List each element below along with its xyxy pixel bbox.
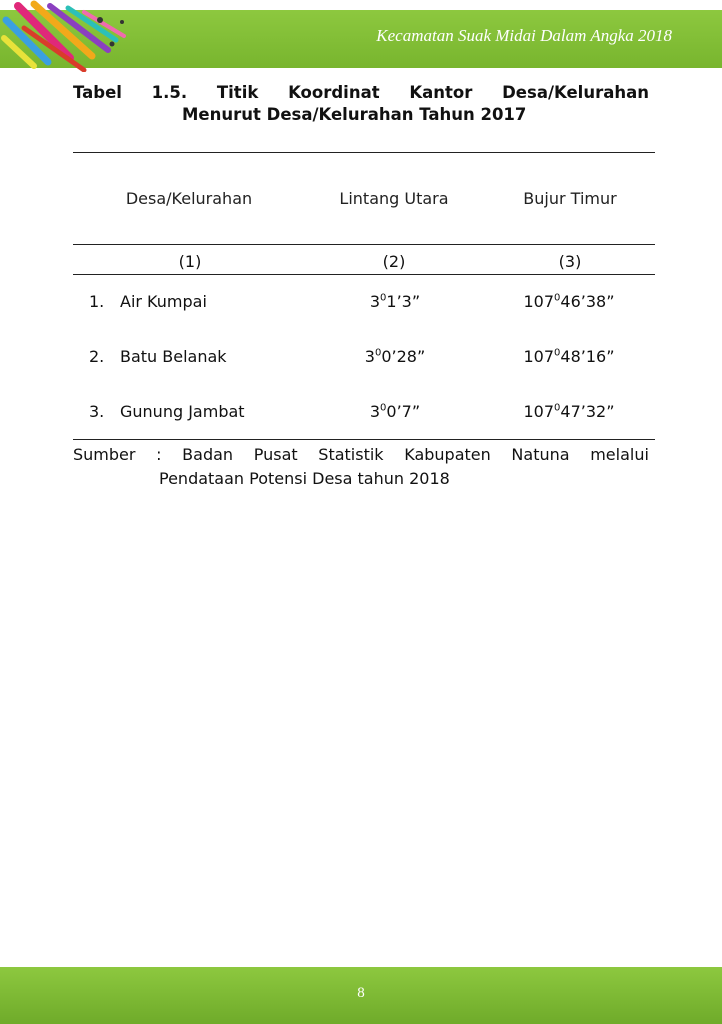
title-word: Koordinat	[288, 83, 380, 102]
title-word: Tabel	[73, 83, 122, 102]
title-word: Desa/Kelurahan	[502, 83, 649, 102]
column-number: (2)	[382, 252, 406, 271]
row-lintang: $3^01’3$”	[369, 292, 421, 311]
table-row	[0, 347, 722, 371]
title-word: Titik	[216, 83, 259, 102]
column-number-rule	[73, 274, 655, 275]
row-bujur: $107^047’32$”	[523, 402, 615, 421]
table-title-line2: Menurut Desa/Kelurahan Tahun 2017	[182, 105, 527, 124]
decorative-logo	[0, 0, 135, 72]
column-header-lintang: Lintang Utara	[339, 189, 449, 208]
title-word: Kantor	[409, 83, 473, 102]
header-bottom-rule	[73, 244, 655, 245]
source-line2: Pendataan Potensi Desa tahun 2018	[159, 469, 450, 488]
table-title	[73, 82, 649, 126]
page-number: 8	[357, 985, 365, 1001]
table-title-line1	[73, 82, 649, 104]
row-number: 1.	[89, 292, 105, 311]
title-word: 1.5.	[151, 83, 188, 102]
column-header-desa: Desa/Kelurahan	[125, 189, 253, 208]
row-bujur: $107^046’38$”	[523, 292, 615, 311]
column-header-bujur: Bujur Timur	[523, 189, 617, 208]
row-desa: Air Kumpai	[120, 292, 207, 311]
source-line1: Sumber : Badan Pusat Statistik Kabupaten Natuna melalui	[73, 445, 649, 464]
table-row	[0, 402, 722, 426]
header-title: Kecamatan Suak Midai Dalam Angka 2018	[376, 26, 672, 45]
table-row	[0, 292, 722, 316]
column-number: (3)	[558, 252, 582, 271]
table-top-rule	[73, 152, 655, 153]
row-desa: Batu Belanak	[120, 347, 227, 366]
table-bottom-rule	[73, 439, 655, 440]
row-lintang: $3^00’28$”	[364, 347, 426, 366]
row-number: 3.	[89, 402, 105, 421]
row-lintang: $3^00’7$”	[369, 402, 421, 421]
row-desa: Gunung Jambat	[120, 402, 245, 421]
column-number: (1)	[178, 252, 202, 271]
row-number: 2.	[89, 347, 105, 366]
row-bujur: $107^048’16$”	[523, 347, 615, 366]
source-note	[73, 443, 649, 491]
